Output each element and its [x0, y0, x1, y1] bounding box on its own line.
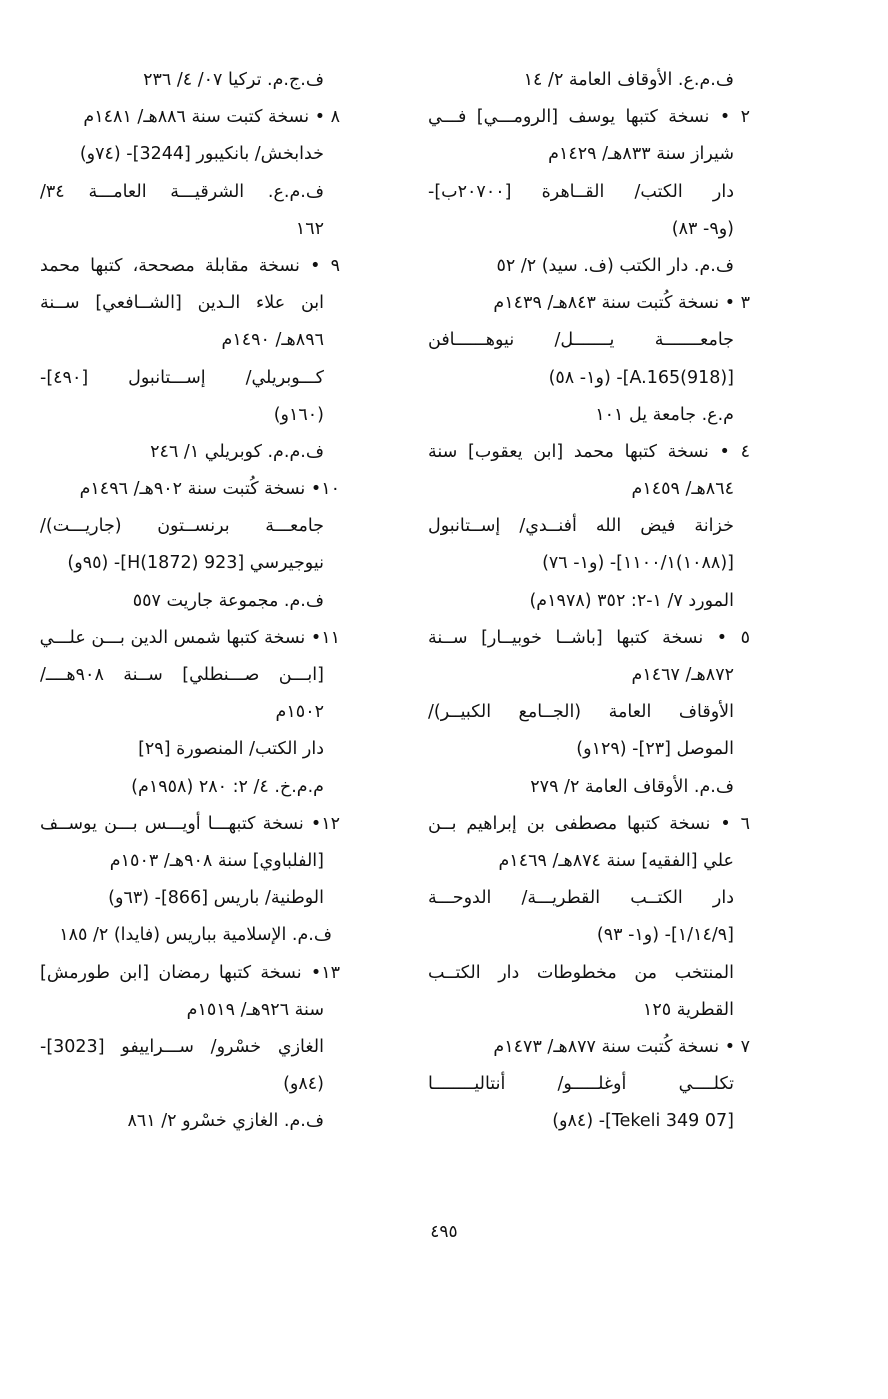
entry-line: [(١٠٨٨)١١٠٠/١]- (و١- ٧٦) — [542, 553, 734, 574]
page-number: ٤٩٥ — [430, 1222, 458, 1242]
left-column — [40, 62, 340, 1140]
entry-line: ٢ • نسخة كتبها يوسف [الرومـــي] فـــي — [428, 107, 750, 128]
entry-line: م.م.خ. ٤/ ٢: ٢٨٠ (١٩٥٨م) — [131, 776, 324, 797]
entry-line: ٤ • نسخة كتبها محمد [ابن يعقوب] سنة — [428, 441, 750, 462]
entry-line: ف.م. الغازي خسْرو ٢/ ٨٦١ — [127, 1111, 324, 1132]
entry-line: ف.م.م. كوبريلي ١/ ٢٤٦ — [150, 441, 324, 462]
entry-line: ٨ • نسخة كتبت سنة ٨٨٦هـ/ ١٤٨١م — [83, 107, 340, 128]
entry-line: ف.م.ع. الشرقيـــة العامـــة ٣٤/ — [40, 181, 324, 202]
entry-line: نيوجيرسي [923 H(1872)]- (٩٥و) — [67, 553, 324, 574]
entry-line: ٥ • نسخة كتبها [باشــا خوبيــار] ســنة — [428, 627, 750, 648]
entry-line: ف.ج.م. تركيا ٠٧/ ٤/ ٢٣٦ — [143, 70, 324, 90]
entry-line: خزانة فيض الله أفنــدي/ إســتانبول — [428, 516, 734, 537]
entry-line: دار الكتــب القطريـــة/ الدوحـــة — [428, 888, 734, 909]
entry-line: دار الكتب/ القــاهرة [٢٠٧٠٠ب]- — [428, 181, 734, 202]
right-column — [428, 62, 750, 1140]
entry-line: المورد ٧/ ١-٢: ٣٥٢ (١٩٧٨م) — [529, 590, 734, 611]
entry-line: ٧ • نسخة كُتبت سنة ٨٧٧هـ/ ١٤٧٣م — [493, 1036, 750, 1057]
entry-line: جامعـــة برنســتون (جاريـــت)/ — [40, 516, 324, 537]
entry-line: [١/١٤/٩]- (و١- ٩٣) — [596, 925, 734, 946]
entry-line: ١١• نسخة كتبها شمس الدين بـــن علـــي — [39, 627, 340, 648]
entry-line: ٦ • نسخة كتبها مصطفى بن إبراهيم بــن — [428, 813, 750, 834]
entry-line: الوطنية/ باريس [866]- (٦٣و) — [108, 888, 324, 909]
entry-line: ٨٦٤هـ/ ١٤٥٩م — [631, 479, 734, 500]
entry-line: المنتخب من مخطوطات دار الكتــب — [428, 962, 734, 983]
entry-line: (٨٤و) — [283, 1074, 324, 1095]
entry-line: الموصل [٢٣]- (١٢٩و) — [576, 739, 734, 760]
entry-line: ١٥٠٢م — [275, 702, 324, 723]
entry-line: [07 Tekeli 349]- (٨٤و) — [552, 1111, 734, 1132]
entry-line: ف.م. مجموعة جاريت ٥٥٧ — [132, 590, 324, 611]
entry-line: ٩ • نسخة مقابلة مصححة، كتبها محمد — [40, 255, 340, 276]
entry-line: [ابـــن صـــنطلي] ســنة ٩٠٨هــــ/ — [40, 665, 324, 685]
entry-line: ف.م.ع. الأوقاف العامة ٢/ ١٤ — [523, 70, 734, 90]
entry-line: شيراز سنة ٨٣٣هـ/ ١٤٢٩م — [548, 144, 734, 165]
entry-line: ١٣• نسخة كتبها رمضان [ابن طورمش] — [40, 962, 340, 983]
entry-line: ٨٩٦هـ/ ١٤٩٠م — [221, 330, 324, 351]
entry-line: علي [الفقيه] سنة ٨٧٤هـ/ ١٤٦٩م — [498, 850, 734, 871]
entry-line: (و٩- ٨٣) — [671, 218, 734, 239]
entry-line: ١٠• نسخة كُتبت سنة ٩٠٢هـ/ ١٤٩٦م — [79, 479, 340, 500]
entry-line: خدابخش/ بانكيبور [3244]- (٧٤و) — [79, 144, 324, 165]
entry-line: ف.م. الإسلامية بباريس (فايدا) ٢/ ١٨٥ — [59, 925, 332, 946]
entry-line: تكلــــي أوغلـــــو/ أنتاليــــــــا — [428, 1074, 734, 1095]
entry-line: جامعـــــــة يـــــــل/ نيوهــــــافن — [428, 330, 734, 351]
entry-line: ٨٧٢هـ/ ١٤٦٧م — [631, 665, 734, 685]
entry-line: [A.165(918)]- (و١- ٥٨) — [548, 367, 734, 388]
entry-line: الأوقاف العامة (الجــامع الكبيــر)/ — [428, 702, 734, 723]
entry-line: سنة ٩٢٦هـ/ ١٥١٩م — [186, 999, 324, 1020]
entry-line: ف.م. دار الكتب (ف. سيد) ٢/ ٥٢ — [496, 255, 734, 276]
entry-line: ١٢• نسخة كتبهـــا أويـــس بـــن يوســف — [40, 813, 340, 834]
entry-line: دار الكتب/ المنصورة [٢٩] — [138, 739, 324, 760]
entry-line: ٣ • نسخة كُتبت سنة ٨٤٣هـ/ ١٤٣٩م — [493, 293, 750, 314]
entry-line: ١٦٢ — [295, 218, 324, 239]
entry-line: [الفلباوي] سنة ٩٠٨هـ/ ١٥٠٣م — [109, 850, 324, 871]
entry-line: (١٦٠و) — [273, 404, 324, 425]
entry-line: الغازي خسْرو/ ســـراييفو [3023]- — [40, 1036, 324, 1057]
entry-line: ابن علاء الـدين [الشــافعي] ســنة — [40, 293, 324, 314]
entry-line: م.ع. جامعة يل ١٠١ — [595, 404, 734, 425]
entry-line: ف.م. الأوقاف العامة ٢/ ٢٧٩ — [530, 776, 734, 797]
entry-line: كـــوبريلي/ إســـتانبول [٤٩٠]- — [40, 367, 324, 388]
entry-line: القطرية ١٢٥ — [642, 999, 734, 1020]
